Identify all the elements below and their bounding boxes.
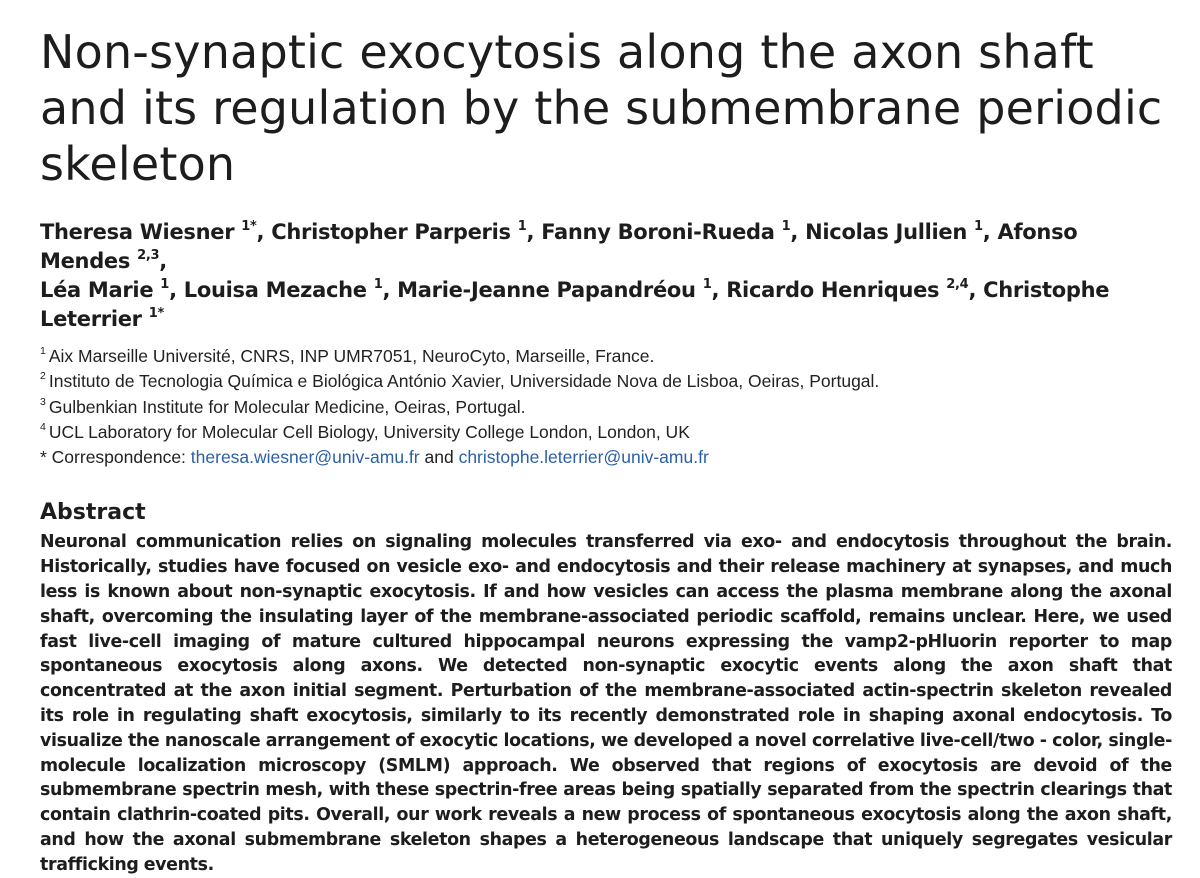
affiliation: $^2$ Instituto de Tecnologia Química e Biológica António Xavier, Universidade Nova de Lisboa, Oeiras, Portugal. (40, 370, 880, 392)
author: Ricardo Henriques $^{2,4}$, (726, 277, 984, 302)
author-list (40, 218, 1172, 334)
author: Afonso Mendes $^{2,3}$, (40, 220, 1078, 273)
author: Theresa Wiesner $^{1*}$, (40, 219, 272, 244)
affiliation: $^3$ Gulbenkian Institute for Molecular Medicine, Oeiras, Portugal. (40, 395, 526, 417)
correspondence-label: * Correspondence: (40, 447, 191, 468)
affiliation: $^4$ UCL Laboratory for Molecular Cell Biology, University College London, London, UK (40, 421, 690, 442)
abstract-heading: Abstract (40, 500, 146, 526)
author: Louisa Mezache $^1$, (183, 277, 398, 302)
abstract-body: Neuronal communication relies on signaling molecules transferred via exo- and endocytosis throughout the brain. Historically, studies have focused on vesicle exo- and endocytosis and their release machinery at synapses, and much less is known about non-synaptic exocytosis. If and how vesicles can access the plasma membrane along the axonal shaft, overcoming the insulating layer of the membrane-associated periodic scaffold, remains unclear. Here, we used fast live-cell imaging of mature cultured hippocampal neurons expressing the vamp2-pHluorin reporter to map spontaneous exocytosis along axons. We detected non-synaptic exocytic events along the axon shaft that concentrated at the axon initial segment. Perturbation of the membrane-associated actin-spectrin skeleton revealed its role in regulating shaft exocytosis, similarly to its recently demonstrated role in shaping axonal endocytosis. To visualize the nanoscale arrangement of exocytic locations, we developed a novel correlative live-cell/two - color, single-molecule localization microscopy (SMLM) approach. We observed that regions of exocytosis are devoid of the submembrane spectrin mesh, with these spectrin-free areas being spatially separated from the spectrin clearings that contain clathrin-coated pits. Overall, our work reveals a new process of spontaneous exocytosis along the axon shaft, and how the axonal submembrane skeleton shapes a heterogeneous landscape that uniquely segregates vesicular trafficking events. (40, 532, 1172, 875)
author: Christopher Parperis $^1$, (271, 219, 542, 244)
author: Christophe Leterrier $^{1*}$ (40, 278, 1110, 331)
correspondence-line (40, 445, 1172, 470)
author: Nicolas Jullien $^1$, (805, 219, 998, 244)
paper-title: Non-synaptic exocytosis along the axon shaft and its regulation by the submembrane periodic skeleton (40, 25, 1163, 191)
author: Léa Marie $^1$, (40, 277, 184, 302)
email-link-2[interactable]: christophe.leterrier@univ-amu.fr (458, 447, 709, 468)
author: Fanny Boroni-Rueda $^1$, (541, 219, 806, 244)
paper-page (40, 0, 1172, 878)
affiliation: $^1$ Aix Marseille Université, CNRS, INP UMR7051, NeuroCyto, Marseille, France. (40, 345, 655, 366)
affiliation-list (40, 344, 1172, 470)
correspondence-joiner: and (419, 447, 459, 468)
author: Marie-Jeanne Papandréou $^1$, (397, 277, 727, 302)
email-link-1[interactable]: theresa.wiesner@univ-amu.fr (190, 447, 420, 468)
